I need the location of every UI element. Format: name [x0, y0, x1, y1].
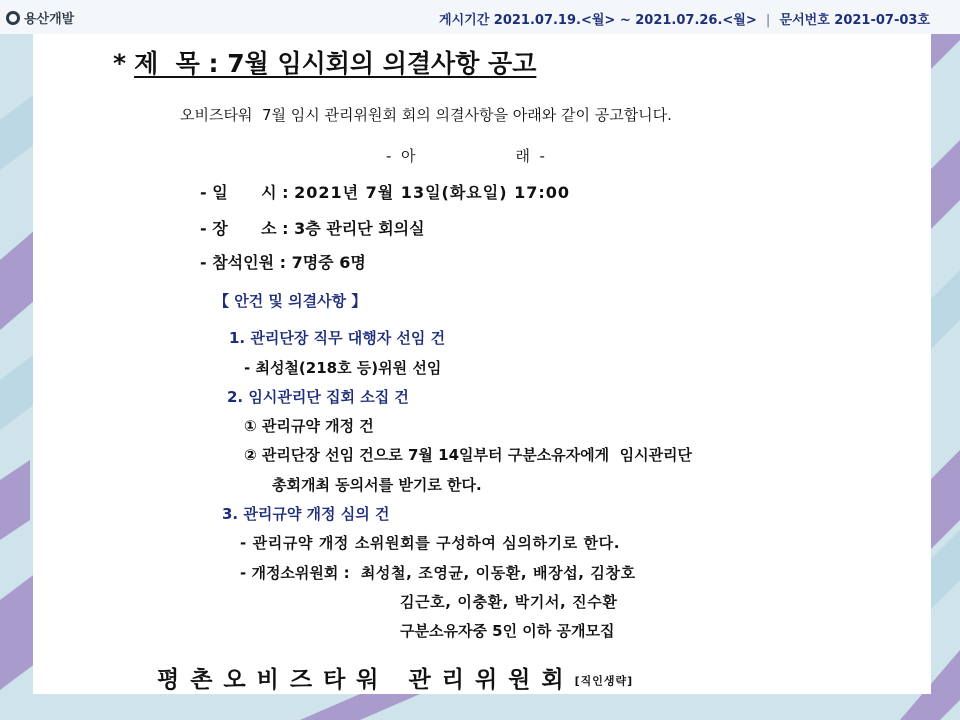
- agenda-item-3-detail-1: - 관리규약 개정 소위원회를 구성하여 심의하기로 한다.: [240, 534, 621, 552]
- field-label: - 일 시 :: [200, 183, 289, 202]
- field-datetime: [200, 180, 570, 203]
- meta-separator: |: [765, 13, 771, 28]
- notice-period: 게시기간 2021.07.19.<월> ~ 2021.07.26.<월>: [439, 13, 757, 28]
- subcommittee-members-2: 김근호, 이충환, 박기서, 진수환: [400, 593, 618, 611]
- agenda-item-2-sub-b-line2: 총회개최 동의서를 받기로 한다.: [272, 476, 482, 494]
- notice-meta: [439, 9, 930, 28]
- field-label: - 장 소 :: [200, 219, 289, 238]
- issuer-signature: [157, 661, 633, 694]
- ah-right: 래 -: [515, 147, 545, 165]
- company-logo: [6, 8, 74, 27]
- issuer-name: 평촌오비즈타워 관리위원회: [157, 667, 575, 693]
- field-value: 2021년 7월 13일(화요일) 17:00: [294, 183, 571, 202]
- agenda-item-2-sub-b-line1: ② 관리단장 선임 건으로 7월 14일부터 구분소유자에게 임시관리단: [244, 446, 693, 464]
- page-title: [113, 44, 536, 80]
- agenda-item-2-sub-a: ① 관리규약 개정 건: [244, 417, 374, 435]
- title-text: 제 목 : 7월 임시회의 의결사항 공고: [134, 49, 537, 78]
- logo-icon: [6, 11, 20, 25]
- agenda-item-3: 3. 관리규약 개정 심의 건: [222, 505, 390, 523]
- ah-left: - 아: [386, 147, 416, 165]
- title-bullet: *: [113, 49, 127, 78]
- document-number: 문서번호 2021-07-03호: [779, 13, 930, 28]
- field-value: 7명중 6명: [291, 253, 366, 272]
- field-label: - 참석인원 :: [200, 253, 287, 272]
- agenda-item-1: 1. 관리단장 직무 대행자 선임 건: [229, 329, 446, 347]
- field-value: 3층 관리단 회의실: [294, 219, 425, 238]
- top-header-bar: [0, 0, 960, 34]
- agenda-heading: 【 안건 및 의결사항 】: [214, 292, 367, 310]
- subcommittee-members-1: 최성철, 조영균, 이동환, 배장섭, 김창호: [360, 564, 636, 582]
- agenda-item-1-detail: - 최성철(218호 등)위원 선임: [244, 359, 442, 377]
- ah-rae-heading: [386, 145, 545, 166]
- subcommittee-label: - 개정소위원회 :: [240, 564, 350, 582]
- field-place: [200, 216, 425, 239]
- agenda-item-2: 2. 임시관리단 집회 소집 건: [227, 388, 409, 406]
- intro-text: 오비즈타워 7월 임시 관리위원회 회의 의결사항을 아래와 같이 공고합니다.: [180, 106, 672, 124]
- subcommittee-recruit-note: 구분소유자중 5인 이하 공개모집: [400, 622, 615, 640]
- agenda-item-3-detail-2: [240, 562, 636, 583]
- seal-omitted-note: [직인생략]: [574, 674, 634, 688]
- logo-text: 용산개발: [24, 12, 75, 27]
- field-attendees: [200, 250, 366, 273]
